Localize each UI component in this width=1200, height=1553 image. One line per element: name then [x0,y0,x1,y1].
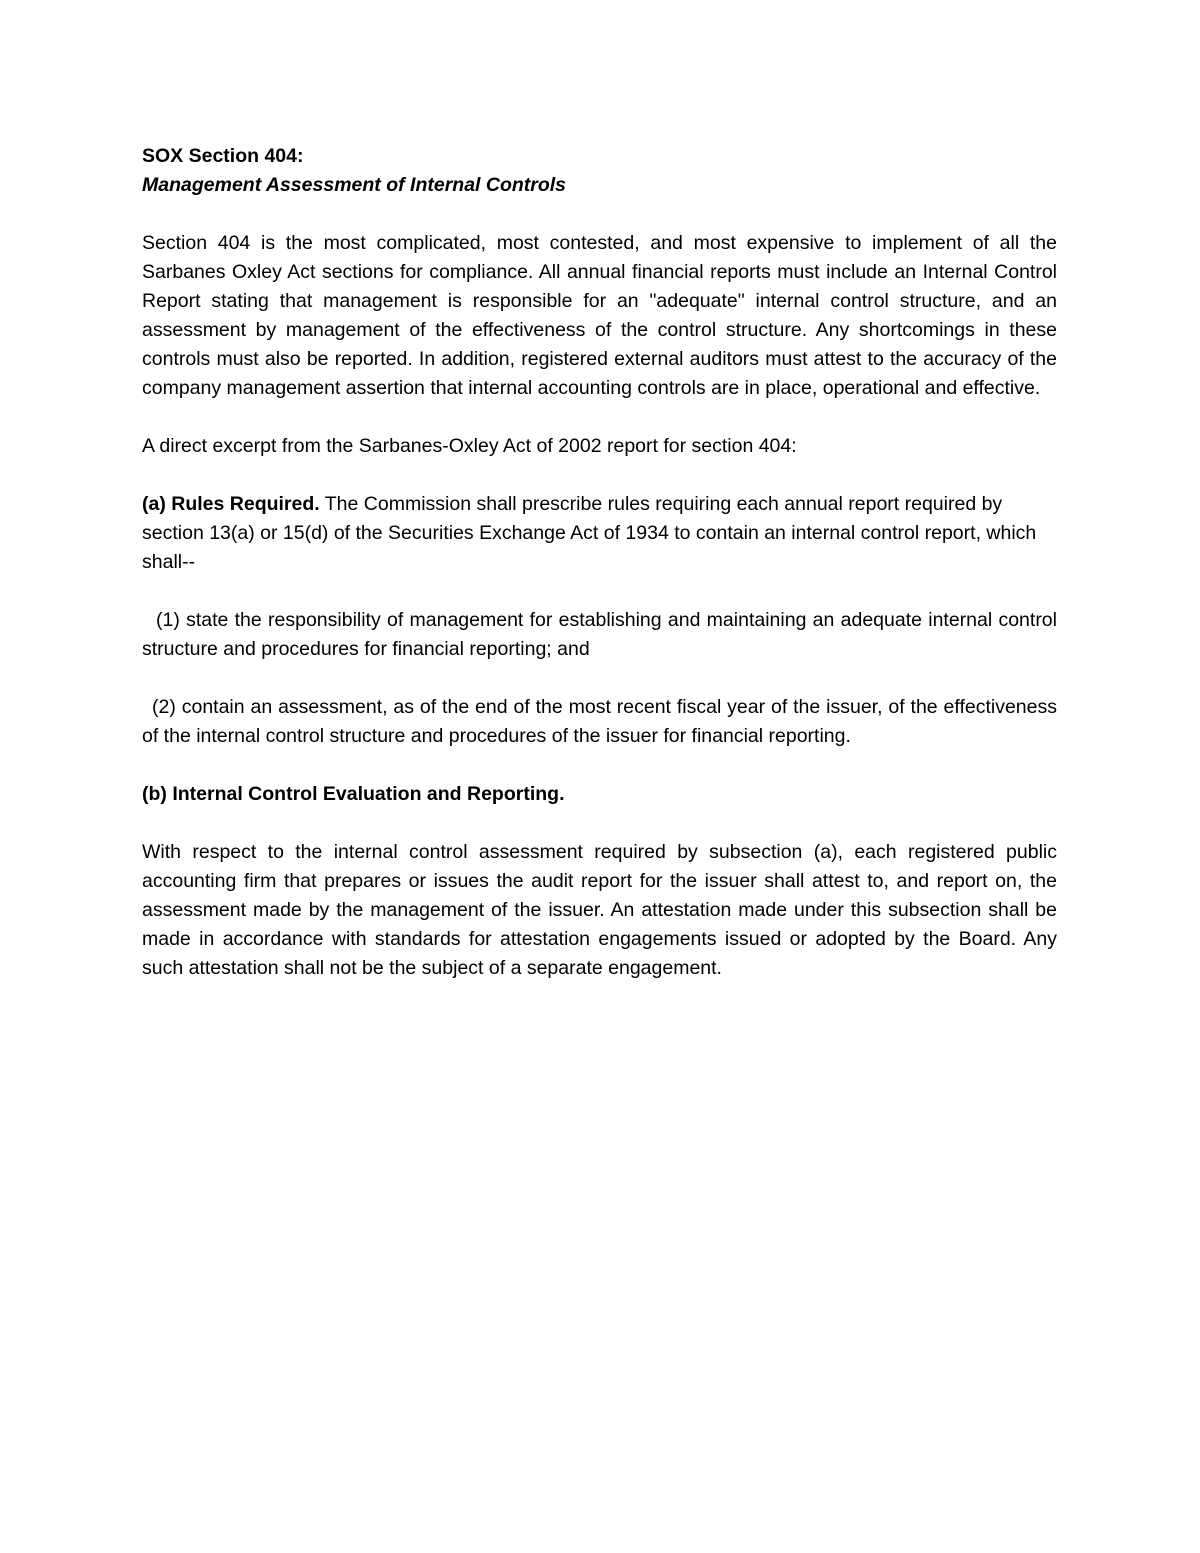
document-page [142,142,1057,983]
intro-paragraph: Section 404 is the most complicated, most contested, and most expensive to implement of all the Sarbanes Oxley Act sections for compliance. All annual financial reports must include an Internal Control Report stating that management is responsible for an "adequate" internal control structure, and an assessment by management of the effectiveness of the control structure. Any shortcomings in these controls must also be reported. In addition, registered external auditors must attest to the accuracy of the company management assertion that internal accounting controls are in place, operational and effective. [142,232,1057,399]
document-heading [142,142,1057,200]
list-item-2: (2) contain an assessment, as of the end of the most recent fiscal year of the issuer, of the effectiveness of the internal control structure and procedures of the issuer for financial reporting. [142,696,1057,747]
document-subtitle: Management Assessment of Internal Controls [142,174,567,196]
section-a-paragraph [142,490,1057,577]
document-title: SOX Section 404: [142,145,304,167]
excerpt-intro: A direct excerpt from the Sarbanes-Oxley Act of 2002 report for section 404: [142,435,797,457]
section-a-text: The Commission shall prescribe rules requiring each annual report required by section 13(a) or 15(d) of the Securities Exchange Act of 1934 to contain an internal control report, which shall-- [142,493,1037,573]
section-b-heading: (b) Internal Control Evaluation and Reporting. [142,783,565,805]
list-item-1: (1) state the responsibility of management for establishing and maintaining an adequate internal control structure and procedures for financial reporting; and [142,609,1057,660]
section-a-label: (a) Rules Required. [142,493,320,515]
section-b-paragraph: With respect to the internal control assessment required by subsection (a), each registered public accounting firm that prepares or issues the audit report for the issuer shall attest to, and report on, the assessment made by the management of the issuer. An attestation made under this subsection shall be made in accordance with standards for attestation engagements issued or adopted by the Board. Any such attestation shall not be the subject of a separate engagement. [142,841,1057,979]
